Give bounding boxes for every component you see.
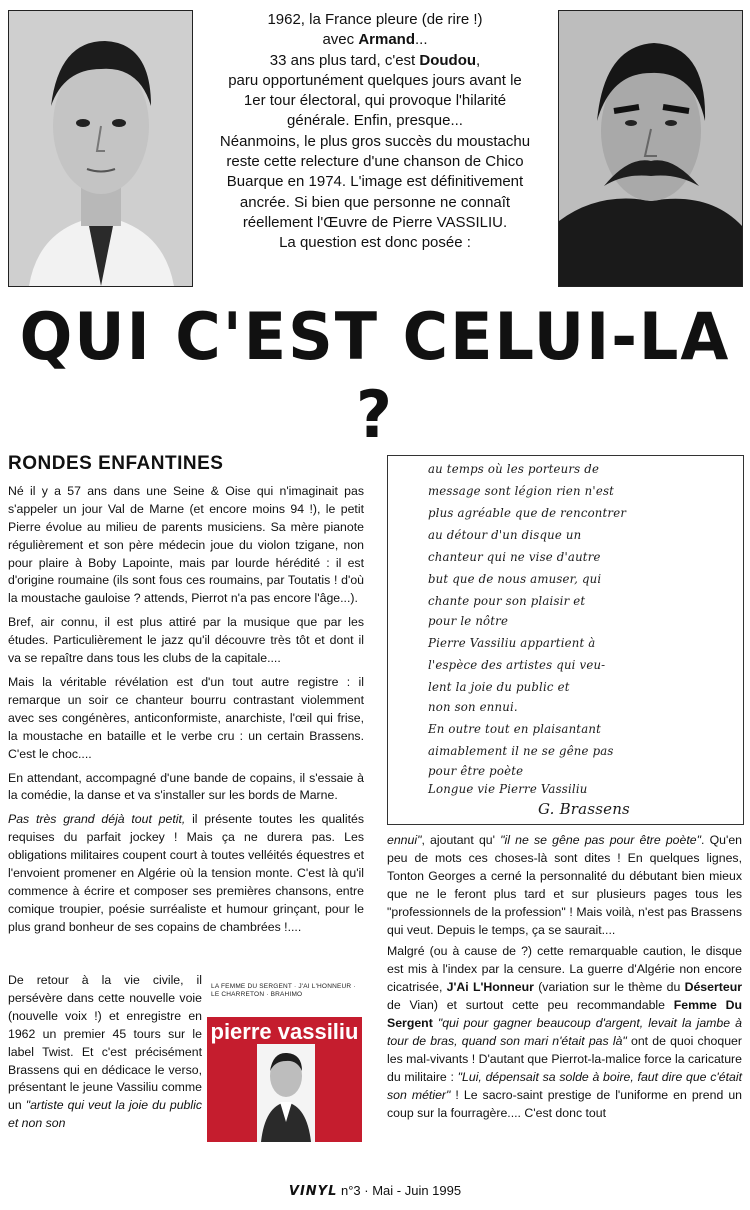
letter-line: chante pour son plaisir et	[428, 594, 586, 608]
paragraph: Bref, air connu, il est plus attiré par la musique que par les études. Particulièrement le jazz qu'il découvre très tôt et dont il va se repaître dans tous les clubs de la capitale....	[8, 615, 364, 666]
record-sleeve	[207, 980, 362, 1142]
song-title: Femme Du Sergent	[387, 998, 742, 1031]
letter-line: lent la joie du public et	[428, 680, 570, 694]
intro-line: ancrée. Si bien que personne ne connaît	[239, 193, 511, 211]
article-right-column	[387, 832, 742, 1127]
page-footer	[0, 1183, 750, 1199]
intro-line: Néanmoins, le plus gros succès du moustachu	[219, 132, 531, 150]
sleeve-portrait	[257, 1044, 315, 1142]
letter-line: plus agréable que de rencontrer	[428, 506, 627, 520]
letter-line: Longue vie Pierre Vassiliu	[428, 782, 588, 796]
intro-line: 1962, la France pleure (de rire !)	[267, 11, 483, 28]
intro-line: paru opportunément quelques jours avant le	[228, 71, 522, 89]
intro-line: reste cette relecture d'une chanson de Chico	[226, 153, 524, 171]
brassens-letter	[387, 455, 744, 825]
paragraph: Malgré (ou à cause de ?) cette remarquable caution, le disque est mis à l'index par la censure. La guerre d'Algérie non encore cicatrisée, J'Ai L'Honneur (variation sur le thème du Déserteur de Vian) et surtout cette peu recommandable Femme Du Sergent "qui pour gagner beaucoup d'argent, levait la jambe à tour de bras, quand son mari n'était pas là" ont de quoi choquer les mal-vivants ! D'autant que Pierrot-la-malice force la caricature du militaire : "Lui, dépensait sa solde à boire, faut dire que c'était son métier" ! Le sacro-saint prestige de l'uniforme en prend un coup sur la fourragère.... C'est donc tout	[387, 944, 742, 1120]
intro-text	[200, 10, 550, 254]
name-armand: Armand	[358, 31, 416, 49]
letter-line: non son ennui.	[428, 700, 518, 714]
song-title: J'Ai L'Honneur	[446, 980, 534, 995]
intro-line: avec Armand...	[322, 31, 428, 49]
intro-line: 1er tour électoral, qui provoque l'hilarité	[243, 92, 507, 110]
sleeve-tracklist: LA FEMME DU SERGENT · J'AI L'HONNEUR · LE CHARRETON · BRAHIMO	[207, 980, 362, 1017]
intro-line: réellement l'Œuvre de Pierre VASSILIU.	[242, 213, 508, 231]
name-doudou: Doudou	[419, 51, 477, 69]
article-left-column	[8, 455, 364, 943]
sleeve-artist: pierre vassiliu	[210, 1019, 359, 1044]
letter-line: pour être poète	[428, 764, 524, 778]
letter-signature: G. Brassens	[538, 800, 630, 818]
issue-info: n°3 · Mai - Juin 1995	[337, 1183, 462, 1198]
paragraph: En attendant, accompagné d'une bande de copains, il s'essaie à la comédie, la danse et va s'installer sur les bords de Marne.	[8, 770, 364, 803]
section-heading: RONDES ENFANTINES	[8, 453, 224, 474]
paragraph: Né il y a 57 ans dans une Seine & Oise qui n'imaginait pas s'appeler un jour Val de Marne (et encore moins 94 !), le petit Pierre évolue au milieu de parents musiciens. Sa mère pianote régulièrement et son père médecin joue du violon tzigane, non pour plaire à Boby Lapointe, mais par lourde hérédité : il est d'origine roumaine (ils sont fous ces roumains, par Toutatis ! d'où la moustache gauloise ? attends, Pierrot n'a pas encore l'âge...).	[8, 483, 364, 606]
letter-line: au temps où les porteurs de	[428, 462, 600, 476]
letter-line: Pierre Vassiliu appartient à	[428, 636, 596, 650]
letter-line: chanteur qui ne vise d'autre	[428, 550, 601, 564]
intro-line: générale. Enfin, presque...	[287, 112, 463, 130]
paragraph: Pas très grand déjà tout petit, il présente toutes les qualités requises du parfait jockey ! Mais ça ne durera pas. Les obligations militaires coupent court à toutes velléités équestres et l'envoient promener en Algérie où la tension monte. C'est là qu'il commence à écrire et composer ses premières chansons, entre comique troupier, poésie surréaliste et humour grinçant, pour le plus grand bonheur de ses copains de chambrées !....	[8, 812, 364, 934]
magazine-brand: VINYL	[288, 1184, 338, 1199]
intro-line: La question est donc posée :	[279, 234, 471, 252]
letter-line: message sont légion rien n'est	[428, 484, 615, 498]
photo-young-vassiliu	[8, 10, 193, 287]
headline: QUI C'EST CELUI-LA ?	[19, 298, 731, 453]
letter-line: En outre tout en plaisantant	[428, 722, 601, 736]
letter-line: pour le nôtre	[428, 614, 509, 628]
paragraph: ennui", ajoutant qu' "il ne se gêne pas pour être poète". Qu'en peu de mots ces choses-là sont dites ! En quelques lignes, Tonton Georges a cerné la personnalité du débutant bien mieux que ne le feront plus tard et sur plusieurs pages tous les "professionnels de la profession" ! Mais voilà, n'est pas Brassens qui veut. Depuis le temps, ça se saurait....	[387, 833, 743, 937]
intro-line: 33 ans plus tard, c'est Doudou,	[269, 51, 481, 69]
paragraph: Mais la véritable révélation est d'un tout autre registre : il remarque un soir ce chanteur bourru contrastant violemment avec ses congénères, anticonformiste, anarchiste, l'œil qui frise, la moustache en bataille et le verbe cru : un certain Brassens. C'est le choc....	[8, 674, 364, 761]
song-title: Déserteur	[684, 980, 742, 995]
intro-line: Buarque en 1974. L'image est définitivement	[226, 173, 524, 191]
letter-line: aimablement il ne se gêne pas	[428, 744, 614, 758]
letter-line: l'espèce des artistes qui veu-	[428, 658, 606, 672]
letter-line: but que de nous amuser, qui	[428, 572, 602, 586]
photo-mustached-vassiliu	[558, 10, 743, 287]
letter-line: au détour d'un disque un	[428, 528, 582, 542]
paragraph-wrap: De retour à la vie civile, il persévère dans cette nouvelle voie (nouvelle voix !) et enregistre en 1962 un premier 45 tours sur le label Twist. Et c'est précisément Brassens qui en dédicace le verso, présentant le jeune Vassiliu comme un "artiste qui veut la joie du public et non son	[8, 973, 202, 1131]
